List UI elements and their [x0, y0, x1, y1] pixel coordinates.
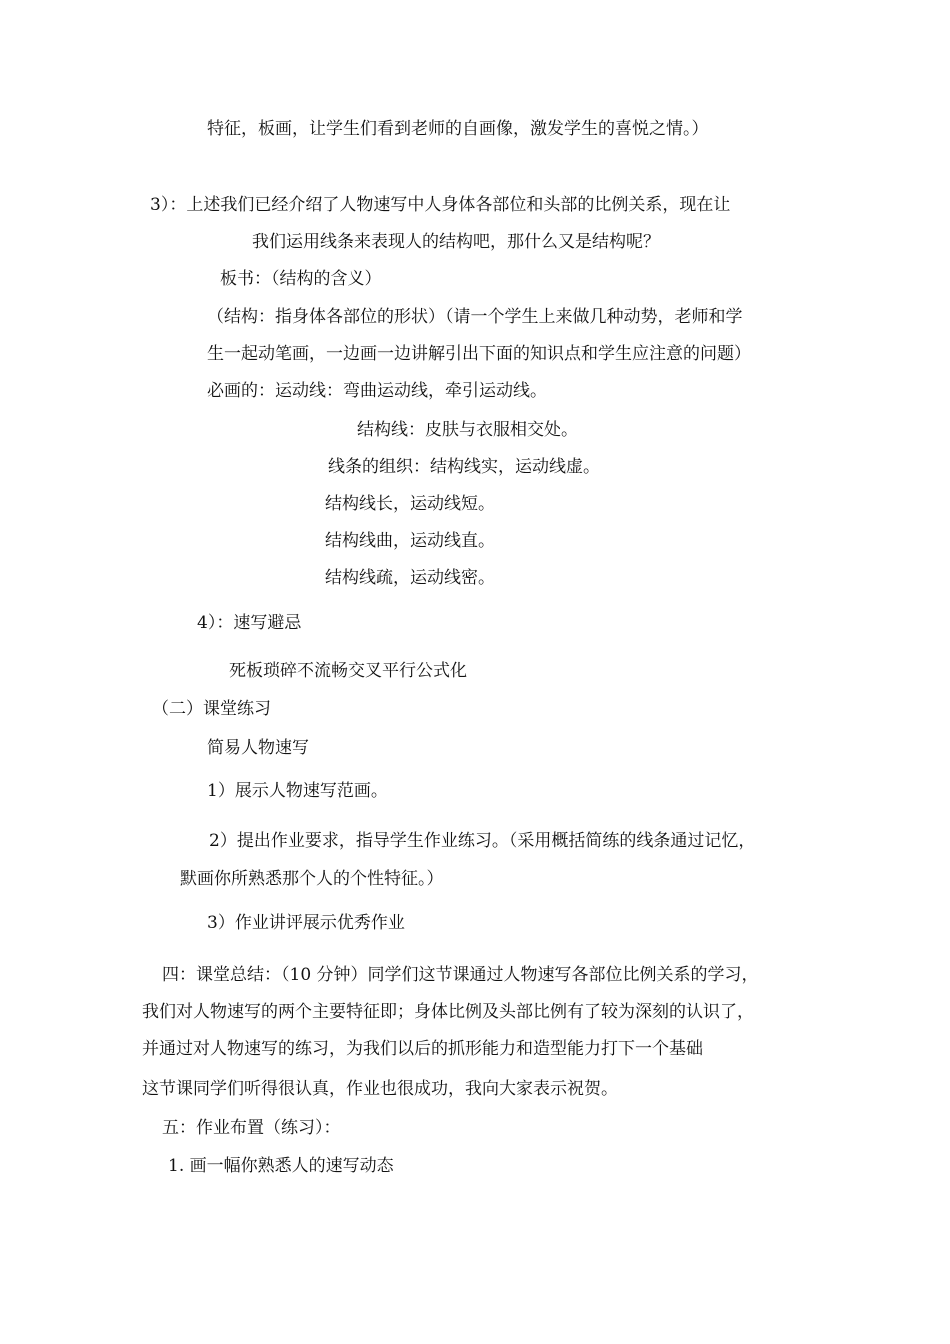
text-line: 3）作业讲评展示优秀作业	[207, 913, 405, 933]
text-line: 线条的组织：结构线实，运动线虚。	[328, 457, 600, 477]
text-line: 3）：上述我们已经介绍了人物速写中人身体各部位和头部的比例关系，现在让	[150, 195, 731, 215]
text-line: 这节课同学们听得很认真，作业也很成功，我向大家表示祝贺。	[142, 1079, 618, 1099]
text-line: 我们运用线条来表现人的结构吧，那什么又是结构呢？	[252, 232, 660, 252]
text-line: 必画的：运动线：弯曲运动线，牵引运动线。	[207, 381, 547, 401]
section-heading: 五：作业布置（练习）：	[162, 1118, 341, 1138]
text-line: 1. 画一幅你熟悉人的速写动态	[168, 1156, 394, 1176]
text-line: 简易人物速写	[207, 738, 309, 758]
text-line: 我们对人物速写的两个主要特征即；身体比例及头部比例有了较为深刻的认识了，	[142, 1002, 754, 1022]
text-line: 默画你所熟悉那个人的个性特征。）	[180, 869, 444, 889]
text-line: 结构线：皮肤与衣服相交处。	[357, 420, 578, 440]
text-line: 特征，板画，让学生们看到老师的自画像，激发学生的喜悦之情。）	[207, 119, 709, 139]
section-heading: （二）课堂练习	[152, 699, 271, 719]
text-line: 死板琐碎不流畅交叉平行公式化	[229, 661, 467, 681]
text-line: 1）展示人物速写范画。	[207, 781, 388, 801]
text-line: 并通过对人物速写的练习，为我们以后的抓形能力和造型能力打下一个基础	[142, 1039, 703, 1059]
text-line: （结构：指身体各部位的形状）（请一个学生上来做几种动势，老师和学	[207, 307, 743, 327]
text-line: 2）提出作业要求，指导学生作业练习。（采用概括简练的线条通过记忆，	[209, 831, 756, 851]
text-line: 板书：（结构的含义）	[220, 269, 382, 289]
section-heading: 四：课堂总结：（10 分钟）同学们这节课通过人物速写各部位比例关系的学习，	[162, 965, 759, 985]
text-line: 结构线曲，运动线直。	[325, 531, 495, 551]
text-line: 结构线长，运动线短。	[325, 494, 495, 514]
text-line: 生一起动笔画，一边画一边讲解引出下面的知识点和学生应注意的问题）	[207, 344, 751, 364]
text-line: 4）：速写避忌	[197, 613, 302, 633]
text-line: 结构线疏，运动线密。	[325, 568, 495, 588]
